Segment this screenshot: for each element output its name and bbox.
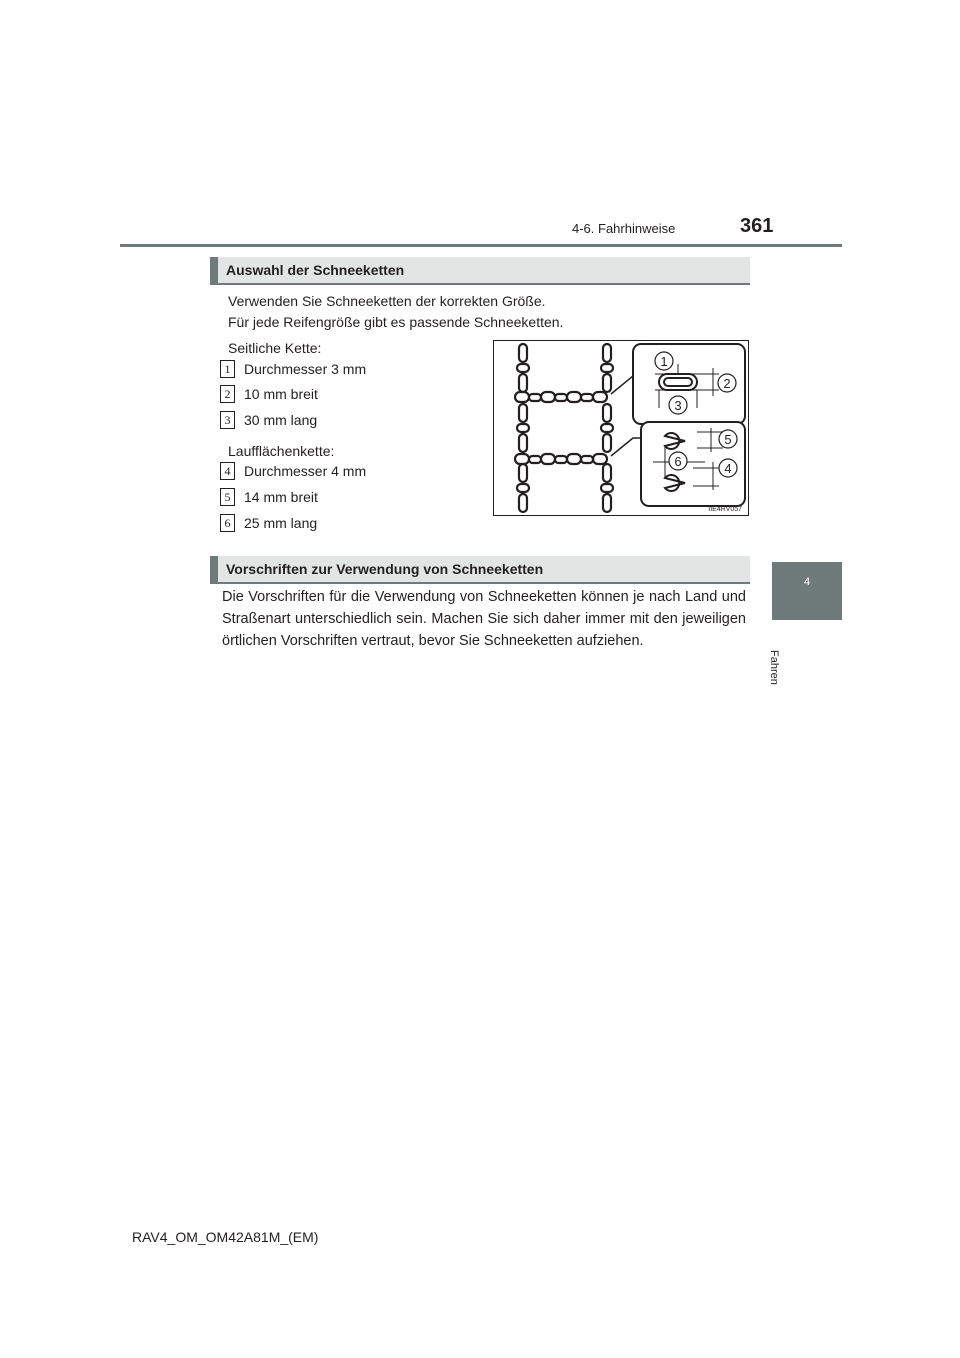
figure-callout-5: 5 <box>724 432 732 447</box>
regulations-paragraph: Die Vorschriften für die Verwendung von Schneeketten können je nach Land und Straßenart unterschiedlich sein. Machen Sie sich daher immer mit den jeweiligen örtlichen Vorschriften vertraut, bevor Sie Schneeketten aufziehen. <box>222 589 746 649</box>
list-item-text: 30 mm lang <box>244 412 318 428</box>
list-item <box>220 488 318 506</box>
callout-number: 5 <box>220 488 235 506</box>
list-item-text: Durchmesser 3 mm <box>244 361 367 377</box>
callout-number: 3 <box>220 411 235 429</box>
tread-chain-label: Laufflächenkette: <box>228 443 335 459</box>
list-item <box>220 411 317 429</box>
chapter-tab-label: Fahren <box>768 650 780 685</box>
list-item-text: 25 mm lang <box>244 515 318 531</box>
figure-callout-1: 1 <box>660 354 668 369</box>
list-item-text: 10 mm breit <box>244 386 318 402</box>
figure-callout-4: 4 <box>724 461 732 476</box>
figure-code: IIE4RV057 <box>708 506 742 513</box>
section-heading-bar <box>210 257 218 285</box>
side-chain-label: Seitliche Kette: <box>228 340 322 356</box>
intro-line-2: Für jede Reifengröße gibt es passende Schneeketten. <box>228 314 564 330</box>
section-heading-regulations <box>210 556 750 584</box>
figure-callout-6: 6 <box>674 454 682 469</box>
list-item <box>220 360 366 378</box>
chapter-tab-number: 4 <box>803 576 811 588</box>
chapter-tab <box>772 562 842 620</box>
page-number: 361 <box>740 215 774 237</box>
callout-number: 2 <box>220 385 235 403</box>
header-section-title: 4-6. Fahrhinweise <box>572 221 676 236</box>
figure-callout-2: 2 <box>723 376 731 391</box>
list-item-text: 14 mm breit <box>244 489 318 505</box>
section-heading-title: Vorschriften zur Verwendung von Schneeketten <box>226 561 544 577</box>
section-heading-selection <box>210 257 750 285</box>
callout-number: 1 <box>220 360 235 378</box>
callout-number: 4 <box>220 462 235 480</box>
list-item <box>220 385 318 403</box>
section-heading-title: Auswahl der Schneeketten <box>226 262 405 278</box>
snow-chain-illustration <box>493 340 749 516</box>
callout-number: 6 <box>220 514 235 532</box>
intro-line-1: Verwenden Sie Schneeketten der korrekten Größe. <box>228 293 546 309</box>
list-item <box>220 462 366 480</box>
document-code: RAV4_OM_OM42A81M_(EM) <box>132 1229 319 1245</box>
section-heading-bar <box>210 556 218 584</box>
header-divider <box>120 244 842 247</box>
list-item-text: Durchmesser 4 mm <box>244 463 367 479</box>
snow-chain-figure-svg <box>493 340 749 516</box>
list-item <box>220 514 317 532</box>
figure-callout-3: 3 <box>674 398 682 413</box>
